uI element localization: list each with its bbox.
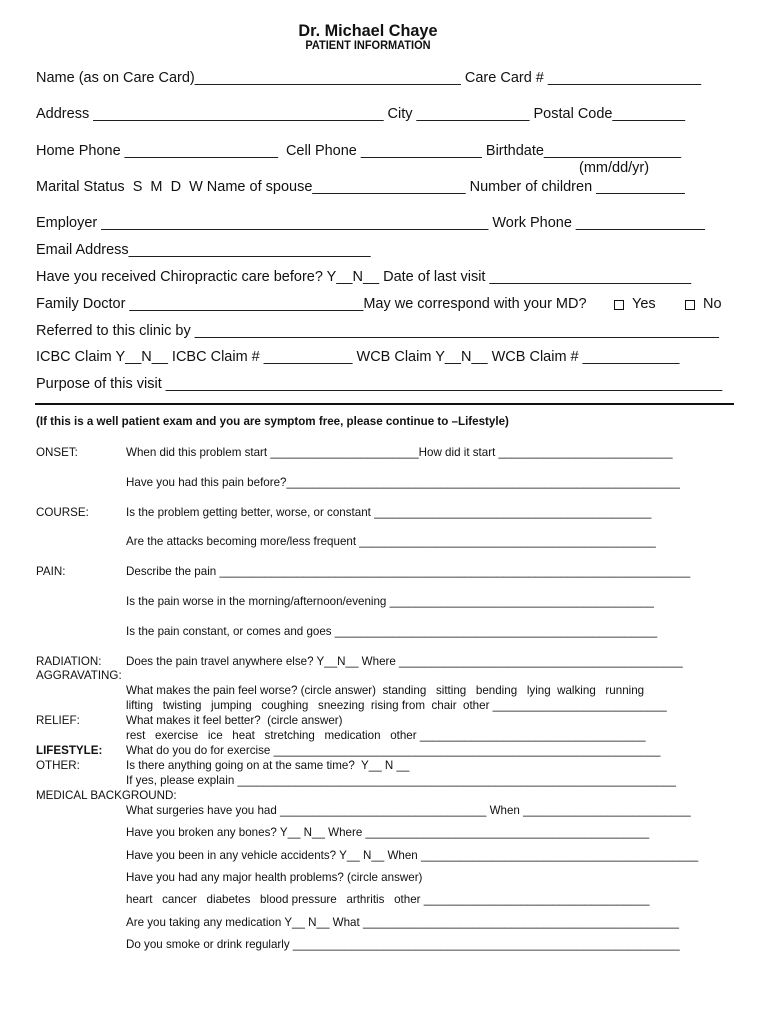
aggravating-question-1[interactable]: What makes the pain feel worse? (circle answer) standing sitting bending lying walking running (126, 684, 645, 697)
page-subtitle: PATIENT INFORMATION (305, 40, 431, 52)
referred-field[interactable]: Referred to this clinic by _________________________________________________________________ (36, 323, 719, 339)
email-field[interactable]: Email Address______________________________ (36, 242, 371, 258)
medical-background-label: MEDICAL BACKGROUND: (36, 789, 177, 802)
pain-question-1[interactable]: Describe the pain _________________________________________________________________________ (126, 565, 691, 578)
no-label: No (703, 296, 722, 312)
phone-birthdate-field[interactable]: Home Phone ___________________ Cell Phone _______________ Birthdate_________________ (36, 143, 682, 159)
icbc-wcb-field[interactable]: ICBC Claim Y__N__ ICBC Claim # ___________ WCB Claim Y__N__ WCB Claim # ____________ (36, 349, 680, 365)
well-patient-notice: (If this is a well patient exam and you are symptom free, please continue to –Lifestyle) (36, 415, 509, 428)
relief-question-2[interactable]: rest exercise ice heat stretching medication other ___________________________________ (126, 729, 646, 742)
page-title: Dr. Michael Chaye (298, 21, 438, 40)
course-question-1[interactable]: Is the problem getting better, worse, or constant ___________________________________________ (126, 506, 652, 519)
medical-question-5[interactable]: heart cancer diabetes blood pressure arthritis other ___________________________________ (126, 893, 650, 906)
pain-question-3[interactable]: Is the pain constant, or comes and goes __________________________________________________ (126, 625, 658, 638)
chiro-care-field[interactable]: Have you received Chiropractic care before? Y__N__ Date of last visit _________________________ (36, 269, 692, 285)
lifestyle-label: LIFESTYLE: (36, 744, 103, 757)
other-question-2[interactable]: If yes, please explain ____________________________________________________________________ (126, 774, 676, 787)
onset-question-1[interactable]: When did this problem start _______________________How did it start ___________________________ (126, 446, 673, 459)
course-label: COURSE: (36, 506, 89, 519)
radiation-label: RADIATION: (36, 655, 102, 668)
course-question-2[interactable]: Are the attacks becoming more/less frequent ______________________________________________ (126, 535, 656, 548)
other-question-1[interactable]: Is there anything going on at the same time? Y__ N __ (126, 759, 410, 772)
marital-status-field[interactable]: Marital Status S M D W Name of spouse___________________ Number of children ___________ (36, 179, 685, 195)
radiation-question[interactable]: Does the pain travel anywhere else? Y__N__ Where ____________________________________________ (126, 655, 683, 668)
section-divider (35, 403, 734, 405)
aggravating-question-2[interactable]: lifting twisting jumping coughing sneezing rising from chair other ___________________________ (126, 699, 667, 712)
onset-question-2[interactable]: Have you had this pain before?_____________________________________________________________ (126, 476, 680, 489)
address-field[interactable]: Address ____________________________________ City ______________ Postal Code_________ (36, 106, 686, 122)
date-format-hint: (mm/dd/yr) (579, 160, 650, 176)
no-checkbox[interactable] (685, 300, 695, 310)
medical-question-2[interactable]: Have you broken any bones? Y__ N__ Where ____________________________________________ (126, 826, 650, 839)
pain-question-2[interactable]: Is the pain worse in the morning/afternoon/evening _________________________________________ (126, 595, 654, 608)
pain-label: PAIN: (36, 565, 66, 578)
medical-question-4: Have you had any major health problems? (circle answer) (126, 871, 423, 884)
yes-checkbox[interactable] (614, 300, 624, 310)
medical-question-7[interactable]: Do you smoke or drink regularly ____________________________________________________________ (126, 938, 680, 951)
onset-label: ONSET: (36, 446, 78, 459)
medical-question-1[interactable]: What surgeries have you had ________________________________ When __________________________ (126, 804, 691, 817)
lifestyle-question[interactable]: What do you do for exercise ____________________________________________________________ (126, 744, 661, 757)
purpose-field[interactable]: Purpose of this visit _____________________________________________________________________ (36, 376, 723, 392)
relief-question-1[interactable]: What makes it feel better? (circle answer) (126, 714, 343, 727)
yes-label: Yes (632, 296, 656, 312)
relief-label: RELIEF: (36, 714, 80, 727)
aggravating-label: AGGRAVATING: (36, 669, 122, 682)
name-care-card-field[interactable]: Name (as on Care Card)_________________________________ Care Card # ___________________ (36, 70, 702, 86)
employer-field[interactable]: Employer ________________________________________________ Work Phone ________________ (36, 215, 705, 231)
medical-question-6[interactable]: Are you taking any medication Y__ N__ What _________________________________________________ (126, 916, 679, 929)
other-label: OTHER: (36, 759, 80, 772)
family-doctor-field[interactable]: Family Doctor _____________________________May we correspond with your MD? (36, 296, 587, 312)
medical-question-3[interactable]: Have you been in any vehicle accidents? Y__ N__ When ___________________________________________ (126, 849, 699, 862)
